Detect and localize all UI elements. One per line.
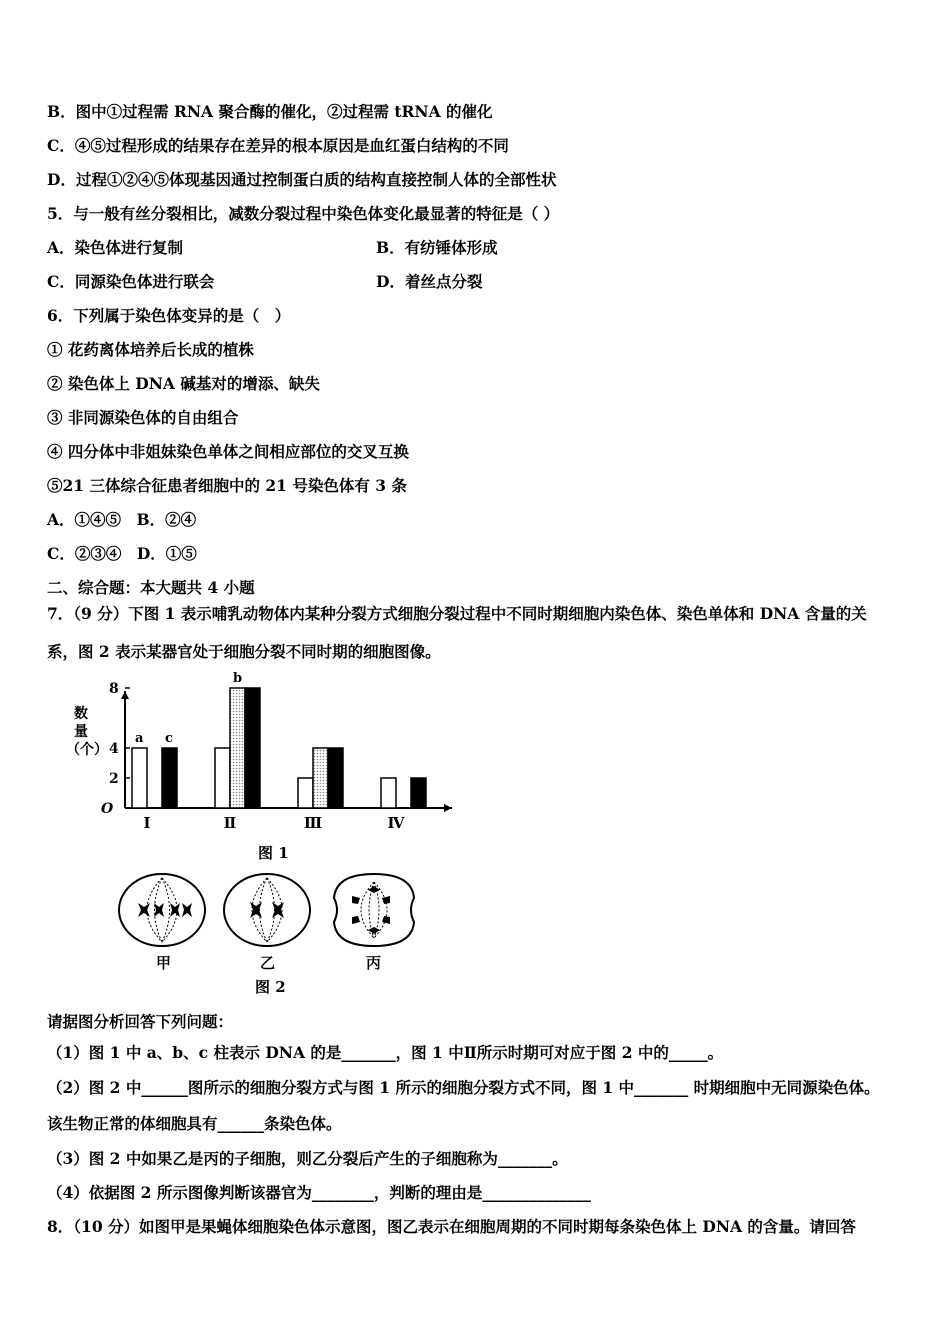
y-tick-label: 4 <box>109 741 119 757</box>
x-tick-label: Ⅳ <box>387 814 405 832</box>
bar-b <box>230 688 245 808</box>
cell-label: 乙 <box>260 954 276 972</box>
bar-c <box>245 688 260 808</box>
q8-stem: 8．（10 分）如图甲是果蝇体细胞染色体示意图，图乙表示在细胞周期的不同时期每条染色体上 DNA 的含量。请回答 <box>47 1217 856 1236</box>
q6-item: ③ 非同源染色体的自由组合 <box>47 408 239 427</box>
cell-label: 甲 <box>156 954 172 972</box>
q6-item: ② 染色体上 DNA 碱基对的增添、缺失 <box>47 374 320 393</box>
bar-a <box>132 748 147 808</box>
cell-label: 丙 <box>366 954 382 972</box>
q7-stem-line1: 7．（9 分）下图 1 表示哺乳动物体内某种分裂方式细胞分裂过程中不同时期细胞内染色体、染色单体和 DNA 含量的关 <box>47 604 867 623</box>
cell-bing <box>334 874 414 972</box>
q5-option-a: A．染色体进行复制 <box>47 238 184 257</box>
q6-options-cd: C．②③④ D．①⑤ <box>47 544 197 563</box>
q5-option-b: B．有纺锤体形成 <box>376 238 498 257</box>
q7-stem-line2: 系，图 2 表示某器官处于细胞分裂不同时期的细胞图像。 <box>47 642 441 661</box>
bar-label-b: b <box>233 671 243 686</box>
x-axis-arrow <box>444 804 452 812</box>
bar-label-a: a <box>135 731 144 746</box>
q4-option-b: B．图中①过程需 RNA 聚合酶的催化，②过程需 tRNA 的催化 <box>47 102 493 121</box>
figure-2-caption: 图 2 <box>255 978 286 996</box>
bar-c <box>328 748 343 808</box>
x-tick-label: Ⅱ <box>223 814 237 832</box>
q4-option-c: C．④⑤过程形成的结果存在差异的根本原因是血红蛋白结构的不同 <box>47 136 509 155</box>
y-axis-label: 量 <box>74 724 88 740</box>
q5-option-d: D．着丝点分裂 <box>376 272 483 291</box>
y-tick-label: O <box>101 801 114 817</box>
q7-sub1: （1）图 1 中 a、b、c 柱表示 DNA 的是_______，图 1 中Ⅱ所示时期可对应于图 2 中的_____。 <box>47 1043 724 1062</box>
q7-sub3: （3）图 2 中如果乙是丙的子细胞，则乙分裂后产生的子细胞称为_______。 <box>47 1149 568 1168</box>
q5-option-c: C．同源染色体进行联会 <box>47 272 215 291</box>
y-tick-label: 2 <box>109 771 119 787</box>
q6-options-ab: A．①④⑤ B．②④ <box>47 510 197 529</box>
bar-c <box>162 748 177 808</box>
q6-item: ④ 四分体中非姐妹染色单体之间相应部位的交叉互换 <box>47 442 409 461</box>
q5-stem: 5．与一般有丝分裂相比，减数分裂过程中染色体变化最显著的特征是（ ） <box>47 204 560 223</box>
q7-sub4: （4）依据图 2 所示图像判断该器官为________，判断的理由是______________ <box>47 1183 591 1202</box>
x-tick-label: Ⅰ <box>143 814 151 832</box>
q6-stem: 6．下列属于染色体变异的是（ ） <box>47 306 291 325</box>
cell-yi <box>224 874 310 972</box>
bar-b <box>313 748 328 808</box>
bar-c <box>411 778 426 808</box>
bar-a <box>215 748 230 808</box>
q6-item: ⑤21 三体综合征患者细胞中的 21 号染色体有 3 条 <box>47 476 407 495</box>
bar-label-c: c <box>165 731 173 746</box>
figure-2-cell-images <box>112 868 422 998</box>
y-tick-label: 8 <box>109 681 119 697</box>
figure-1-bar-chart <box>66 671 460 868</box>
bar-a <box>381 778 396 808</box>
y-axis-label: （个） <box>66 742 108 758</box>
section-heading: 二、综合题：本大题共 4 小题 <box>47 578 255 597</box>
q7-prompt: 请据图分析回答下列问题： <box>47 1012 234 1031</box>
q7-sub2a: （2）图 2 中______图所示的细胞分裂方式与图 1 所示的细胞分裂方式不同，图 1 中_______ 时期细胞中无同源染色体。 <box>47 1078 880 1097</box>
q7-sub2b: 该生物正常的体细胞具有______条染色体。 <box>47 1114 342 1133</box>
figure-1-caption: 图 1 <box>258 844 289 862</box>
x-tick-label: Ⅲ <box>303 814 323 832</box>
bar-a <box>298 778 313 808</box>
y-axis-arrow <box>121 691 129 699</box>
cell-jia <box>119 874 205 972</box>
q6-item: ① 花药离体培养后长成的植株 <box>47 340 254 359</box>
y-axis-label: 数 <box>74 706 88 722</box>
q4-option-d: D．过程①②④⑤体现基因通过控制蛋白质的结构直接控制人体的全部性状 <box>47 170 557 189</box>
